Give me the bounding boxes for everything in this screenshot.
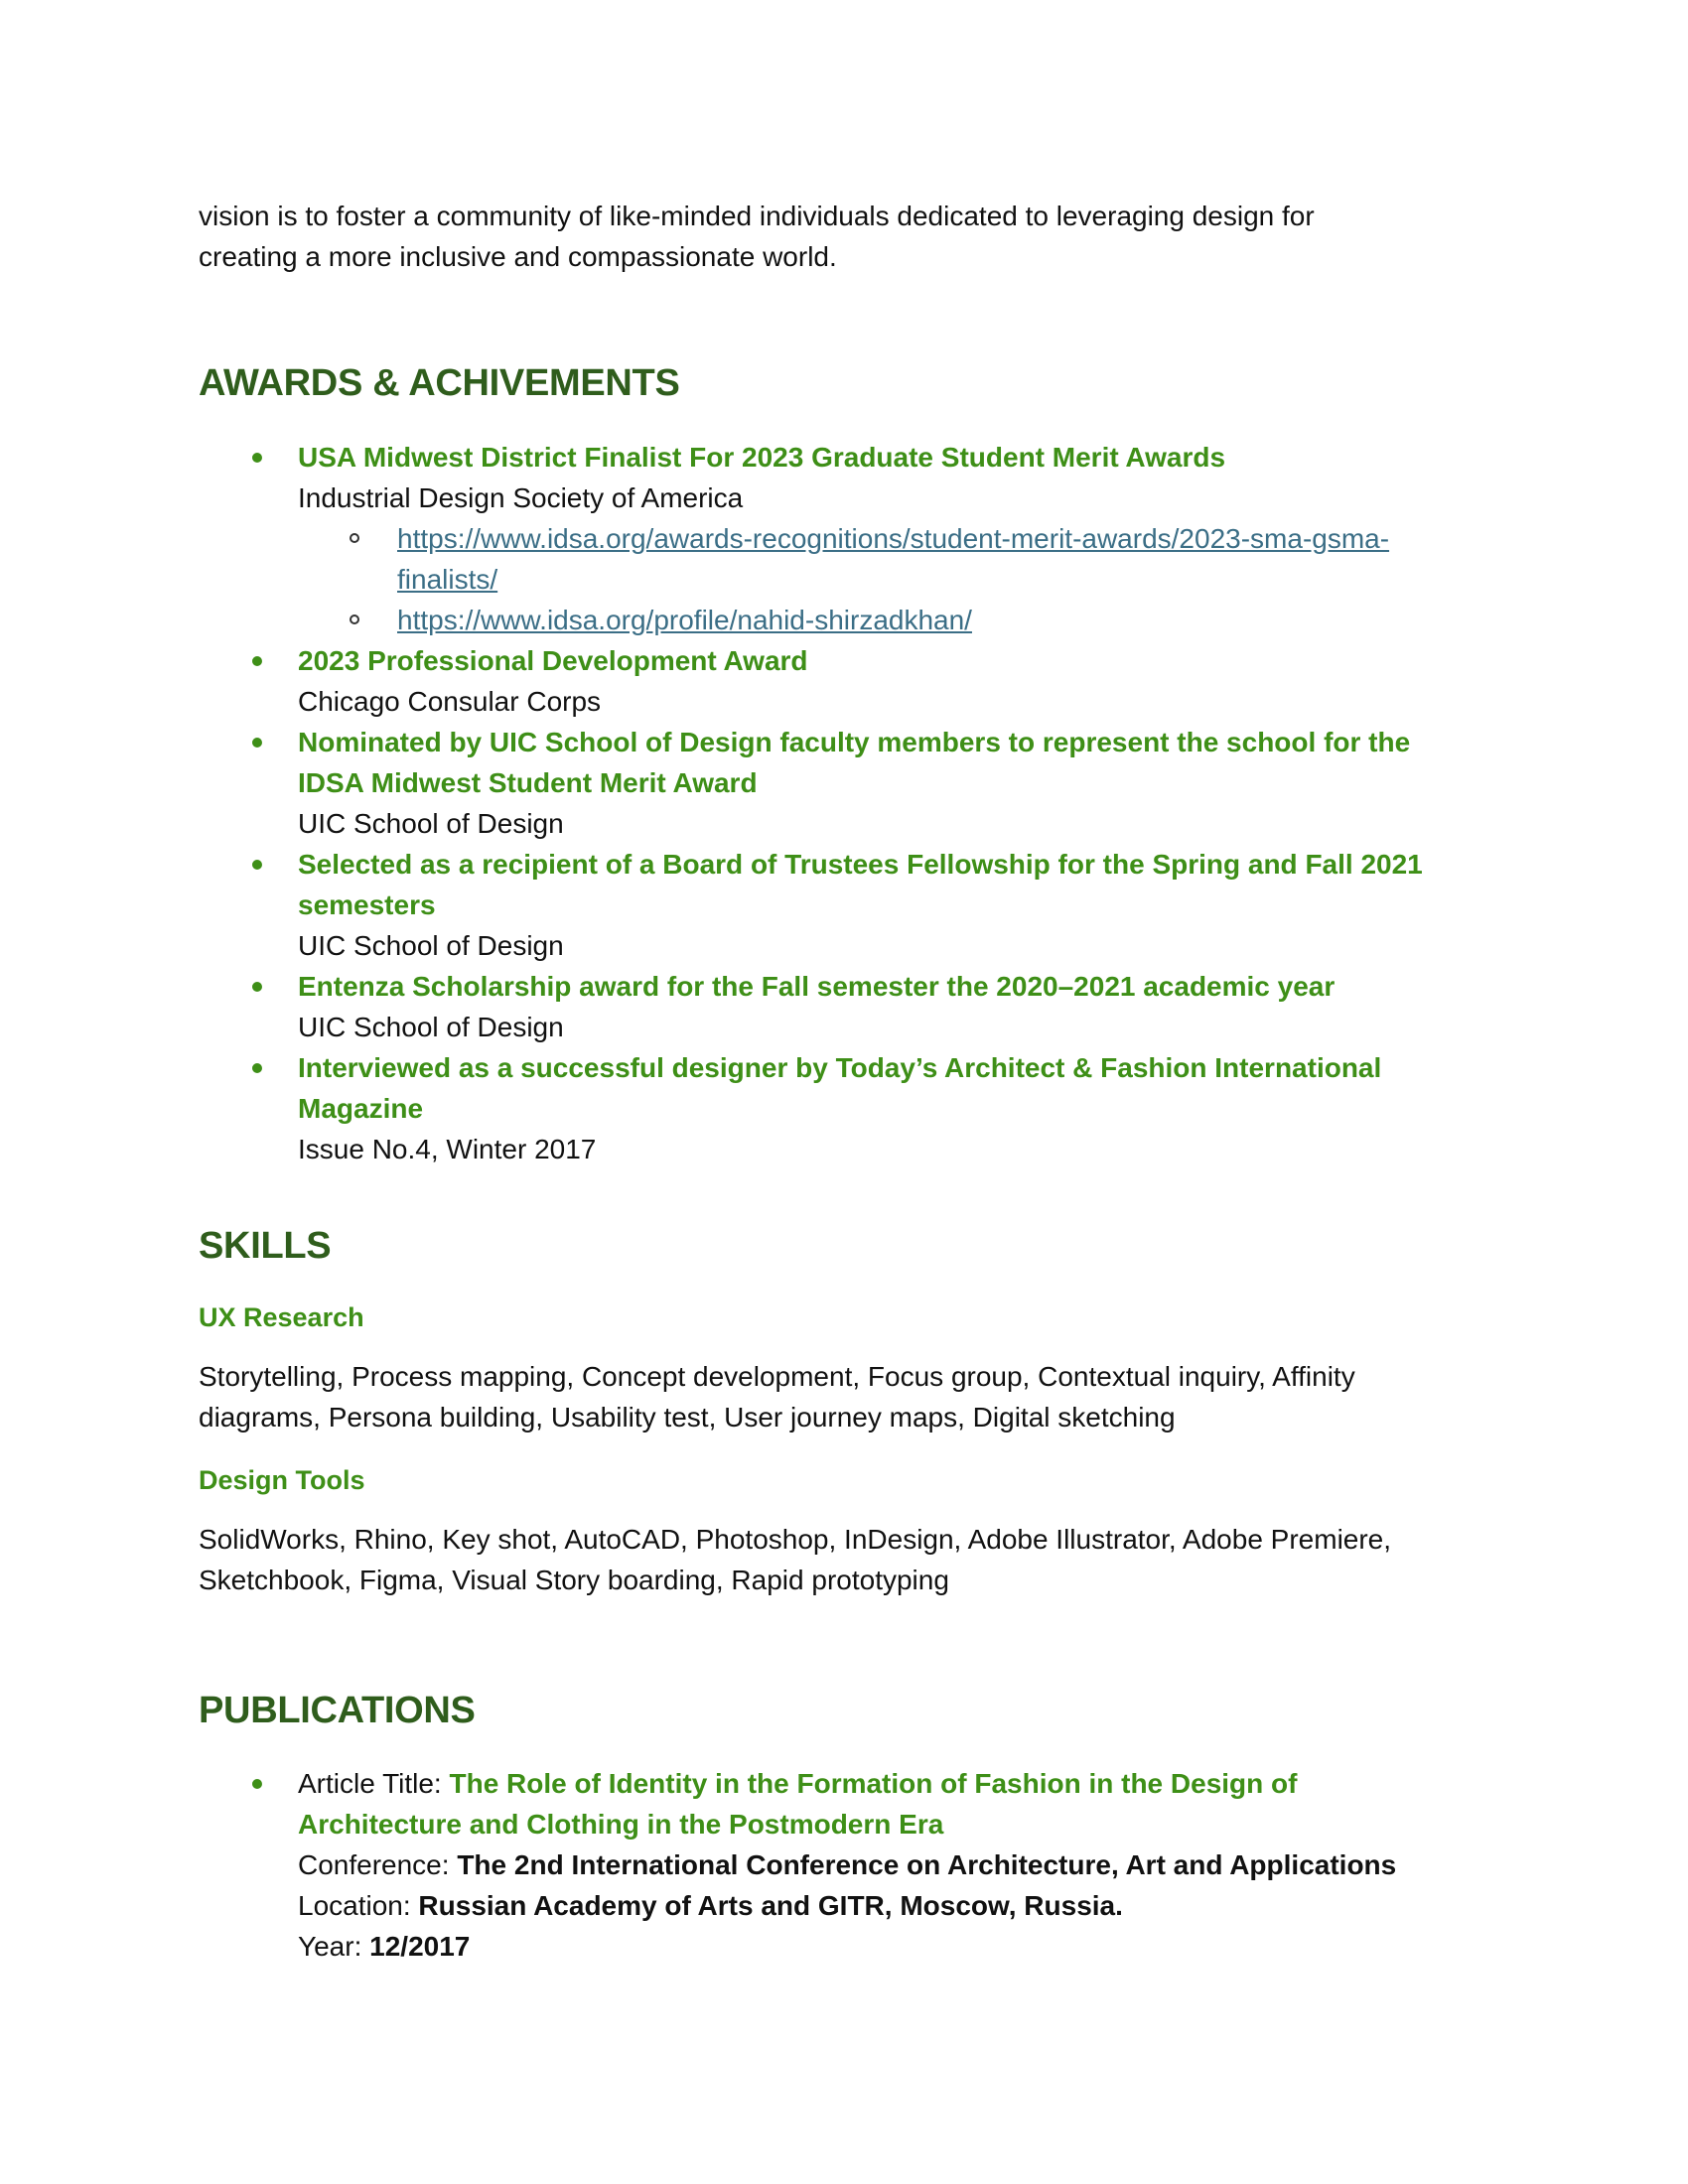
bullet-icon	[252, 1063, 262, 1073]
award-org: Industrial Design Society of America	[298, 482, 744, 513]
award-item	[298, 966, 1489, 1047]
award-item	[298, 844, 1489, 966]
award-item	[298, 1047, 1489, 1169]
award-title: Selected as a recipient of a Board of Trustees Fellowship for the Spring and Fall 2021	[298, 849, 1423, 880]
award-link-item	[397, 600, 1499, 640]
conference-value: The 2nd International Conference on Architecture, Art and Applications	[457, 1849, 1397, 1880]
intro-line: vision is to foster a community of like-minded individuals dedicated to leveraging design for	[199, 201, 1315, 231]
award-item	[298, 437, 1489, 518]
award-org: Chicago Consular Corps	[298, 686, 602, 717]
idsa-profile-link[interactable]: https://www.idsa.org/profile/nahid-shirzadkhan/	[397, 605, 972, 635]
award-title-cont: Magazine	[298, 1093, 424, 1124]
award-item	[298, 722, 1489, 844]
award-title-cont: semesters	[298, 889, 436, 920]
award-org: UIC School of Design	[298, 1012, 564, 1042]
bullet-icon	[252, 738, 262, 748]
ux-research-heading: UX Research	[199, 1302, 364, 1332]
year-line	[298, 1926, 1489, 1967]
article-title: The Role of Identity in the Formation of Fashion in the Design of	[449, 1768, 1298, 1799]
article-title-cont: Architecture and Clothing in the Postmodern Era	[298, 1809, 944, 1840]
award-title-cont: IDSA Midwest Student Merit Award	[298, 767, 758, 798]
publications-heading: PUBLICATIONS	[199, 1690, 476, 1731]
conference-line	[298, 1844, 1489, 1885]
idsa-finalists-link[interactable]: https://www.idsa.org/awards-recognitions/student-merit-awards/2023-sma-gsma-	[397, 523, 1390, 554]
award-org: UIC School of Design	[298, 808, 564, 839]
bullet-icon	[252, 656, 262, 666]
award-title: 2023 Professional Development Award	[298, 645, 808, 676]
tools-line: SolidWorks, Rhino, Key shot, AutoCAD, Photoshop, InDesign, Adobe Illustrator, Adobe Premiere,	[199, 1524, 1392, 1555]
year-value: 12/2017	[369, 1931, 471, 1962]
conference-label: Conference:	[298, 1849, 458, 1880]
tools-line: Sketchbook, Figma, Visual Story boarding, Rapid prototyping	[199, 1565, 949, 1595]
bullet-icon	[252, 860, 262, 870]
design-tools-text	[199, 1519, 1489, 1600]
award-org: Issue No.4, Winter 2017	[298, 1134, 597, 1164]
location-line	[298, 1885, 1489, 1926]
publication-item	[298, 1763, 1489, 1967]
ux-line: Storytelling, Process mapping, Concept development, Focus group, Contextual inquiry, Affinity	[199, 1361, 1355, 1392]
skills-heading: SKILLS	[199, 1225, 332, 1267]
bullet-icon	[252, 982, 262, 992]
location-label: Location:	[298, 1890, 419, 1921]
circle-bullet-icon	[350, 533, 359, 543]
ux-line: diagrams, Persona building, Usability test, User journey maps, Digital sketching	[199, 1402, 1176, 1433]
bullet-icon	[252, 453, 262, 463]
design-tools-heading: Design Tools	[199, 1465, 365, 1495]
award-title: USA Midwest District Finalist For 2023 Graduate Student Merit Awards	[298, 442, 1226, 473]
awards-heading: AWARDS & ACHIVEMENTS	[199, 362, 680, 404]
ux-research-text	[199, 1356, 1489, 1437]
intro-paragraph	[199, 196, 1489, 277]
award-title: Interviewed as a successful designer by Today’s Architect & Fashion International	[298, 1052, 1382, 1083]
bullet-icon	[252, 1779, 262, 1789]
award-item	[298, 640, 1489, 722]
award-title: Nominated by UIC School of Design faculty members to represent the school for the	[298, 727, 1411, 757]
circle-bullet-icon	[350, 614, 359, 624]
article-line	[298, 1763, 1489, 1804]
article-label: Article Title:	[298, 1768, 450, 1799]
idsa-finalists-link-cont[interactable]: finalists/	[397, 564, 498, 595]
year-label: Year:	[298, 1931, 370, 1962]
intro-line: creating a more inclusive and compassionate world.	[199, 241, 837, 272]
award-org: UIC School of Design	[298, 930, 564, 961]
award-link-item	[397, 518, 1499, 600]
location-value: Russian Academy of Arts and GITR, Moscow, Russia.	[418, 1890, 1123, 1921]
award-title: Entenza Scholarship award for the Fall semester the 2020–2021 academic year	[298, 971, 1336, 1002]
